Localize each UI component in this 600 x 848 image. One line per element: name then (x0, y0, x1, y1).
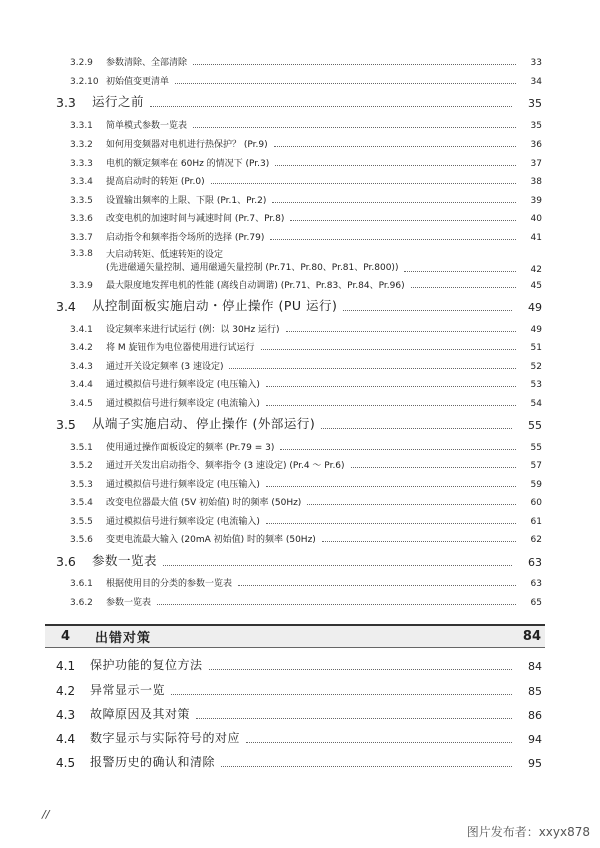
toc-entry[interactable] (70, 279, 542, 291)
entry-number: 3.5.3 (70, 480, 93, 490)
section-title: 参数一览表 (92, 553, 158, 568)
entry-page: 38 (530, 177, 542, 187)
section-title: 异常显示一览 (90, 683, 166, 697)
entry-number: 3.3.6 (70, 214, 93, 224)
dot-leader (351, 467, 516, 468)
dot-leader (266, 405, 516, 406)
toc-entry[interactable] (70, 360, 542, 372)
chapter-title: 出错对策 (95, 631, 152, 646)
toc-entry[interactable] (70, 533, 542, 545)
entry-page: 57 (530, 461, 542, 471)
section-title: 报警历史的确认和清除 (90, 755, 216, 769)
dot-leader (157, 604, 516, 605)
entry-title: 通过模拟信号进行频率设定 (电压输入) (106, 380, 260, 390)
entry-page: 63 (530, 579, 542, 589)
entry-number: 3.2.10 (70, 77, 99, 87)
entry-title: 参数一览表 (106, 598, 152, 608)
entry-page: 61 (530, 517, 542, 527)
entry-number: 3.5.2 (70, 461, 93, 471)
toc-entry[interactable] (70, 212, 542, 224)
dot-leader (221, 766, 512, 767)
entry-title: 最大限度地发挥电机的性能 (离线自动调谐) (Pr.71、Pr.83、Pr.84、Pr.96) (106, 281, 405, 291)
toc-entry[interactable] (70, 119, 542, 131)
dot-leader (404, 271, 516, 272)
entry-title: 如何用变频器对电机进行热保护？ (Pr.9) (106, 140, 268, 150)
section-number: 4.5 (56, 756, 76, 770)
toc-entry[interactable] (70, 397, 542, 409)
section-number: 3.4 (56, 299, 76, 314)
section-title: 保护功能的复位方法 (90, 658, 203, 672)
entry-number: 3.4.5 (70, 399, 93, 409)
dot-leader (307, 504, 516, 505)
entry-page: 40 (530, 214, 542, 224)
entry-page: 51 (530, 343, 542, 353)
entry-page: 35 (530, 121, 542, 131)
section-number: 3.6 (56, 554, 76, 569)
dot-leader (274, 146, 516, 147)
section-page: 63 (528, 556, 542, 569)
entry-number: 3.2.9 (70, 58, 93, 68)
section-number: 4.4 (56, 732, 76, 746)
dot-leader (275, 165, 516, 166)
toc-entry[interactable] (70, 441, 542, 453)
entry-page: 37 (530, 159, 542, 169)
entry-number: 3.3.3 (70, 159, 93, 169)
toc-section[interactable] (56, 94, 542, 110)
toc-entry[interactable] (70, 138, 542, 150)
dot-leader (211, 183, 516, 184)
dot-leader (270, 239, 516, 240)
entry-title: 设定频率来进行试运行 (例：以 30Hz 运行) (106, 325, 280, 335)
entry-page: 55 (530, 443, 542, 453)
entry-title: 变更电流最大输入 (20mA 初始值) 时的频率 (50Hz) (106, 535, 316, 545)
dot-leader (266, 523, 516, 524)
dot-leader (175, 83, 516, 84)
toc-entry[interactable] (70, 157, 542, 169)
toc-entry[interactable] (70, 478, 542, 490)
toc-section[interactable] (56, 553, 542, 569)
dot-leader (272, 202, 516, 203)
entry-page: 49 (530, 325, 542, 335)
entry-page: 60 (530, 498, 542, 508)
entry-title-continued: (先进磁通矢量控制、通用磁通矢量控制 (Pr.71、Pr.80、Pr.81、Pr.800)) (106, 263, 399, 273)
dot-leader (196, 718, 512, 719)
entry-number: 3.5.4 (70, 498, 93, 508)
chapter-heading[interactable] (45, 624, 545, 648)
toc-entry[interactable] (70, 194, 542, 206)
section-title: 数字显示与实际符号的对应 (90, 731, 241, 745)
footer-mark: // (42, 808, 50, 821)
entry-title: 电机的额定频率在 60Hz 的情况下 (Pr.3) (106, 159, 270, 169)
toc-section[interactable] (56, 682, 542, 698)
toc-section[interactable] (56, 754, 542, 770)
dot-leader (322, 541, 516, 542)
entry-page: 52 (530, 362, 542, 372)
toc-entry[interactable] (70, 175, 542, 187)
section-page: 85 (528, 685, 542, 698)
dot-leader (209, 669, 512, 670)
dot-leader (193, 64, 516, 65)
dot-leader (343, 310, 512, 311)
entry-page: 42 (530, 265, 542, 275)
toc-entry[interactable] (70, 75, 542, 87)
entry-page: 34 (530, 77, 542, 87)
entry-title: 根据使用目的分类的参数一览表 (106, 579, 233, 589)
entry-number: 3.3.9 (70, 281, 93, 291)
entry-number: 3.3.2 (70, 140, 93, 150)
entry-number: 3.4.1 (70, 325, 93, 335)
dot-leader (150, 106, 512, 107)
entry-title: 简单模式参数一览表 (106, 121, 188, 131)
dot-leader (280, 449, 516, 450)
dot-leader (266, 486, 516, 487)
entry-page: 65 (530, 598, 542, 608)
entry-number: 3.3.5 (70, 196, 93, 206)
entry-number: 3.3.8 (70, 249, 93, 259)
entry-title: 设置输出频率的上限、下限 (Pr.1、Pr.2) (106, 196, 267, 206)
section-page: 84 (528, 660, 542, 673)
entry-title: 改变电位器最大值 (5V 初始值) 时的频率 (50Hz) (106, 498, 302, 508)
entry-page: 54 (530, 399, 542, 409)
dot-leader (229, 368, 516, 369)
toc-entry[interactable] (70, 249, 542, 275)
entry-number: 3.5.1 (70, 443, 93, 453)
section-number: 3.3 (56, 95, 76, 110)
entry-title: 通过模拟信号进行频率设定 (电流输入) (106, 399, 260, 409)
entry-number: 3.5.5 (70, 517, 93, 527)
toc-section[interactable] (56, 657, 542, 673)
toc-entry[interactable] (70, 56, 542, 68)
section-page: 95 (528, 757, 542, 770)
entry-title: 通过开关设定频率 (3 速设定) (106, 362, 224, 372)
entry-title: 通过模拟信号进行频率设定 (电压输入) (106, 480, 260, 490)
dot-leader (321, 428, 512, 429)
dot-leader (238, 585, 516, 586)
section-number: 4.2 (56, 684, 76, 698)
toc-section[interactable] (56, 730, 542, 746)
entry-page: 53 (530, 380, 542, 390)
entry-number: 3.4.2 (70, 343, 93, 353)
dot-leader (261, 349, 517, 350)
chapter-page: 84 (522, 629, 541, 644)
dot-leader (163, 565, 512, 566)
entry-page: 41 (530, 233, 542, 243)
section-page: 49 (528, 301, 542, 314)
toc-entry[interactable] (70, 341, 542, 353)
section-title: 故障原因及其对策 (90, 707, 191, 721)
dot-leader (171, 694, 512, 695)
entry-title: 使用通过操作面板设定的频率 (Pr.79 = 3) (106, 443, 275, 453)
toc-section[interactable] (56, 416, 542, 432)
entry-number: 3.3.1 (70, 121, 93, 131)
entry-title: 将 M 旋钮作为电位器使用进行试运行 (106, 343, 255, 353)
entry-page: 36 (530, 140, 542, 150)
entry-title: 初始值变更清单 (106, 77, 170, 87)
publisher-watermark: 图片发布者：xxyx878 (466, 825, 590, 839)
section-number: 3.5 (56, 417, 76, 432)
section-page: 86 (528, 709, 542, 722)
entry-number: 3.4.4 (70, 380, 93, 390)
toc-entry[interactable] (70, 459, 542, 471)
dot-leader (286, 331, 516, 332)
entry-title: 改变电机的加速时间与减速时间 (Pr.7、Pr.8) (106, 214, 285, 224)
entry-title-block (106, 249, 398, 275)
toc-section[interactable] (56, 298, 542, 314)
entry-page: 33 (530, 58, 542, 68)
toc-entry[interactable] (70, 577, 542, 589)
toc-entry[interactable] (70, 231, 542, 243)
entry-page: 45 (530, 281, 542, 291)
entry-title: 提高启动时的转矩 (Pr.0) (106, 177, 205, 187)
entry-page: 62 (530, 535, 542, 545)
entry-number: 3.5.6 (70, 535, 93, 545)
entry-number: 3.3.7 (70, 233, 93, 243)
entry-page: 59 (530, 480, 542, 490)
entry-title: 通过开关发出启动指令、频率指令 (3 速设定) (Pr.4 ～ Pr.6) (106, 461, 345, 471)
section-number: 4.1 (56, 659, 76, 673)
entry-number: 3.4.3 (70, 362, 93, 372)
entry-number: 3.6.2 (70, 598, 93, 608)
toc-entry[interactable] (70, 378, 542, 390)
section-title: 从端子实施启动、停止操作 (外部运行) (92, 416, 316, 431)
entry-number: 3.3.4 (70, 177, 93, 187)
entry-title: 启动指令和频率指令场所的选择 (Pr.79) (106, 233, 265, 243)
dot-leader (246, 742, 512, 743)
chapter-number: 4 (61, 629, 71, 644)
section-page: 55 (528, 419, 542, 432)
entry-title: 参数清除、全部清除 (106, 58, 188, 68)
section-page: 35 (528, 97, 542, 110)
dot-leader (266, 386, 516, 387)
entry-title: 通过模拟信号进行频率设定 (电流输入) (106, 517, 260, 527)
toc-entry[interactable] (70, 323, 542, 335)
toc-entry[interactable] (70, 515, 542, 527)
dot-leader (193, 127, 516, 128)
toc-entry[interactable] (70, 596, 542, 608)
entry-title: 大启动转矩、低速转矩的设定 (106, 250, 224, 260)
section-number: 4.3 (56, 708, 76, 722)
entry-number: 3.6.1 (70, 579, 93, 589)
section-title: 从控制面板实施启动・停止操作 (PU 运行) (92, 298, 338, 313)
dot-leader (411, 287, 516, 288)
entry-page: 39 (530, 196, 542, 206)
toc-entry[interactable] (70, 496, 542, 508)
toc-section[interactable] (56, 706, 542, 722)
section-title: 运行之前 (92, 94, 145, 109)
dot-leader (290, 220, 516, 221)
section-page: 94 (528, 733, 542, 746)
